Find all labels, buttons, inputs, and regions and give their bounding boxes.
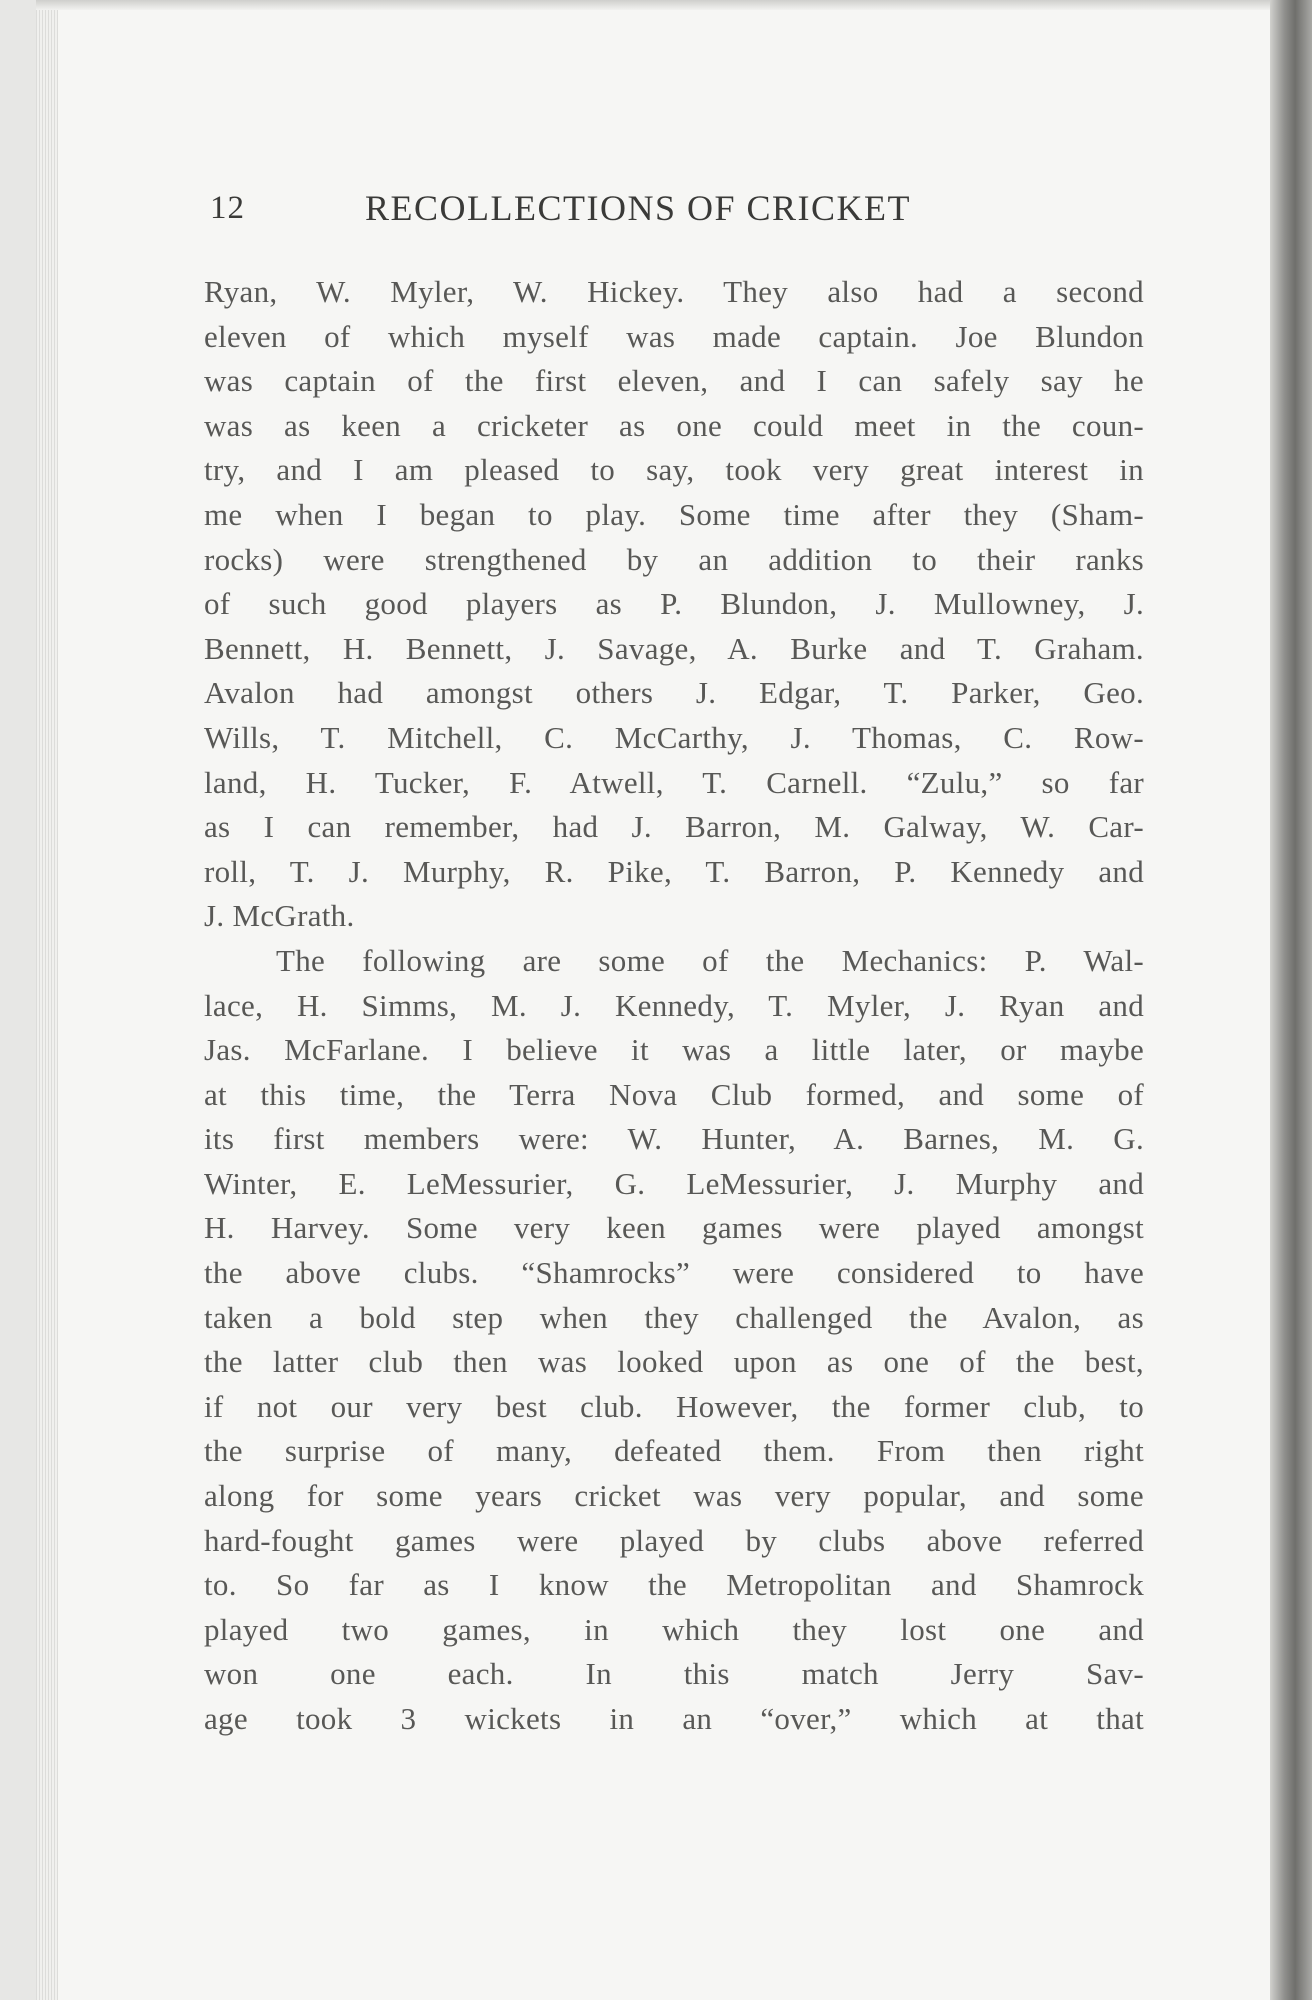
text-line: Wills, T. Mitchell, C. McCarthy, J. Thomas, C. Row- [204,719,1144,755]
text-line: along for some years cricket was very popular, and some [204,1478,1144,1514]
running-head: RECOLLECTIONS OF CRICKET [365,188,912,228]
paragraph-first-line: The following are some of the Mechanics: P. Wal- [276,942,1144,978]
text-line: land, H. Tucker, F. Atwell, T. Carnell. “Zulu,” so far [204,764,1144,800]
text-line: Ryan, W. Myler, W. Hickey. They also had a second [204,274,1144,309]
page-number: 12 [210,190,245,226]
book-spine-shadow [1270,0,1312,2000]
text-line: roll, T. J. Murphy, R. Pike, T. Barron, P. Kennedy and [204,853,1144,889]
text-line: age took 3 wickets in an “over,” which at that [204,1701,1144,1736]
page-edges [36,0,58,2000]
text-line: try, and I am pleased to say, took very great interest in [204,452,1144,488]
text-line: the surprise of many, defeated them. From then right [204,1433,1144,1469]
page-header [210,190,1010,240]
top-page-edge [36,0,1270,10]
text-line: Jas. McFarlane. I believe it was a little later, or maybe [204,1032,1144,1068]
text-line: as I can remember, had J. Barron, M. Galway, W. Car- [204,809,1144,845]
text-line: hard-fought games were played by clubs above referred [204,1522,1144,1558]
paragraph-last-line: J. McGrath. [204,898,355,934]
text-line: to. So far as I know the Metropolitan and Shamrock [204,1567,1144,1603]
text-line: Winter, E. LeMessurier, G. LeMessurier, J. Murphy and [204,1165,1144,1201]
text-line: was as keen a cricketer as one could meet in the coun- [204,407,1144,443]
text-line: Bennett, H. Bennett, J. Savage, A. Burke and T. Graham. [204,630,1144,666]
text-line: its first members were: W. Hunter, A. Barnes, M. G. [204,1121,1144,1157]
text-line: won one each. In this match Jerry Sav- [204,1656,1144,1692]
text-line: the latter club then was looked upon as one of the best, [204,1344,1144,1380]
text-line: rocks) were strengthened by an addition to their ranks [204,541,1144,577]
text-line: if not our very best club. However, the former club, to [204,1388,1144,1424]
text-line: played two games, in which they lost one and [204,1611,1144,1647]
text-line: me when I began to play. Some time after they (Sham- [204,496,1144,532]
text-line: was captain of the first eleven, and I can safely say he [204,363,1144,399]
text-line: taken a bold step when they challenged the Avalon, as [204,1299,1144,1335]
body-text [204,270,1144,1742]
text-line: the above clubs. “Shamrocks” were considered to have [204,1255,1144,1291]
text-line: eleven of which myself was made captain. Joe Blundon [204,318,1144,354]
text-line: H. Harvey. Some very keen games were played amongst [204,1210,1144,1246]
text-line: Avalon had amongst others J. Edgar, T. Parker, Geo. [204,675,1144,711]
text-line: at this time, the Terra Nova Club formed, and some of [204,1076,1144,1112]
text-line: lace, H. Simms, M. J. Kennedy, T. Myler, J. Ryan and [204,987,1144,1023]
text-line: of such good players as P. Blundon, J. Mullowney, J. [204,586,1144,622]
